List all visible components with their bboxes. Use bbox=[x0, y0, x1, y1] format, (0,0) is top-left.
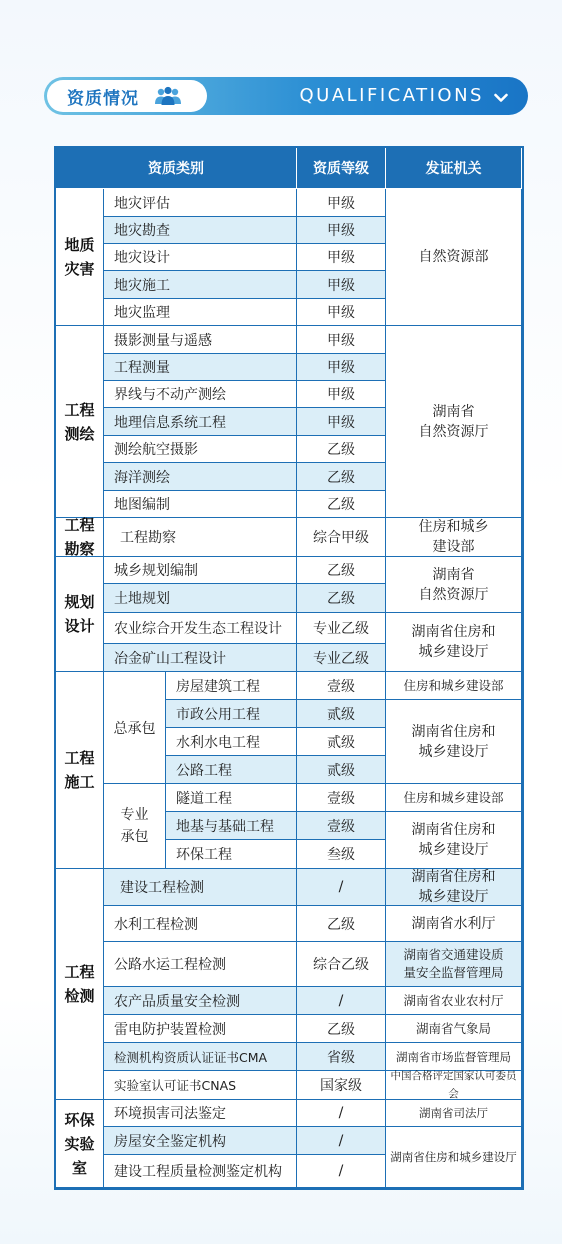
qualification-name: 地灾施工 bbox=[104, 271, 297, 299]
category-g2: 工程 测绘 bbox=[56, 326, 104, 518]
category-g4: 规划 设计 bbox=[56, 557, 104, 672]
qualification-name: 农产品质量安全检测 bbox=[104, 987, 297, 1015]
qualification-level: 专业乙级 bbox=[297, 644, 386, 672]
issuing-authority: 湖南省司法厅 bbox=[386, 1100, 522, 1127]
qualification-level: / bbox=[297, 1127, 386, 1155]
qualification-name: 建设工程检测 bbox=[104, 869, 297, 906]
people-icon bbox=[153, 86, 183, 106]
issuing-authority: 湖南省农业农村厅 bbox=[386, 987, 522, 1015]
subcategory-specialty-contracting: 专业 承包 bbox=[104, 784, 166, 869]
qualification-name: 城乡规划编制 bbox=[104, 557, 297, 584]
qualification-level: 甲级 bbox=[297, 408, 386, 436]
column-header-authority: 发证机关 bbox=[386, 148, 522, 189]
qualification-name: 市政公用工程 bbox=[166, 700, 297, 728]
qualification-name: 隧道工程 bbox=[166, 784, 297, 812]
issuing-authority: 湖南省交通建设质 量安全监督管理局 bbox=[386, 942, 522, 987]
section-header bbox=[44, 77, 528, 115]
category-g5: 工程 施工 bbox=[56, 672, 104, 869]
qualification-name: 公路水运工程检测 bbox=[104, 942, 297, 987]
qualification-level: 贰级 bbox=[297, 728, 386, 756]
column-header-category: 资质类别 bbox=[56, 148, 297, 189]
qualification-name: 雷电防护装置检测 bbox=[104, 1015, 297, 1043]
qualification-name: 冶金矿山工程设计 bbox=[104, 644, 297, 672]
qualification-level: 专业乙级 bbox=[297, 613, 386, 644]
issuing-authority: 住房和城乡建设部 bbox=[386, 784, 522, 812]
issuing-authority: 湖南省住房和 城乡建设厅 bbox=[386, 700, 522, 784]
qualification-level: 乙级 bbox=[297, 906, 386, 942]
qualification-level: 甲级 bbox=[297, 189, 386, 217]
qualification-level: 贰级 bbox=[297, 700, 386, 728]
qualification-name: 农业综合开发生态工程设计 bbox=[104, 613, 297, 644]
issuing-authority: 自然资源部 bbox=[386, 189, 522, 326]
qualification-name: 地灾勘查 bbox=[104, 217, 297, 244]
qualification-level: / bbox=[297, 987, 386, 1015]
qualification-name: 水利水电工程 bbox=[166, 728, 297, 756]
qualification-level: 乙级 bbox=[297, 463, 386, 491]
qualification-level: 壹级 bbox=[297, 784, 386, 812]
qualifications-table bbox=[54, 146, 524, 1190]
chevron-down-icon[interactable] bbox=[494, 89, 508, 108]
qualification-level: 壹级 bbox=[297, 672, 386, 700]
qualification-level: 甲级 bbox=[297, 381, 386, 408]
qualification-name: 房屋安全鉴定机构 bbox=[104, 1127, 297, 1155]
issuing-authority: 湖南省 自然资源厅 bbox=[386, 557, 522, 613]
issuing-authority: 湖南省水利厅 bbox=[386, 906, 522, 942]
qualification-level: 甲级 bbox=[297, 326, 386, 354]
qualification-level: 甲级 bbox=[297, 271, 386, 299]
qualification-level: / bbox=[297, 869, 386, 906]
qualification-name: 工程测量 bbox=[104, 354, 297, 381]
qualification-name: 建设工程质量检测鉴定机构 bbox=[104, 1155, 297, 1188]
qualification-level: 乙级 bbox=[297, 491, 386, 518]
issuing-authority: 中国合格评定国家认可委员会 bbox=[386, 1071, 522, 1100]
qualification-level: 甲级 bbox=[297, 217, 386, 244]
qualification-name: 地灾设计 bbox=[104, 244, 297, 271]
issuing-authority: 湖南省气象局 bbox=[386, 1015, 522, 1043]
qualification-name: 地图编制 bbox=[104, 491, 297, 518]
category-g6: 工程 检测 bbox=[56, 869, 104, 1100]
qualification-level: 综合甲级 bbox=[297, 518, 386, 557]
qualification-level: 贰级 bbox=[297, 756, 386, 784]
qualification-level: 乙级 bbox=[297, 436, 386, 463]
issuing-authority: 湖南省住房和 城乡建设厅 bbox=[386, 613, 522, 672]
qualification-level: 甲级 bbox=[297, 244, 386, 271]
issuing-authority: 湖南省市场监督管理局 bbox=[386, 1043, 522, 1071]
qualification-name: 土地规划 bbox=[104, 584, 297, 613]
column-header-level: 资质等级 bbox=[297, 148, 386, 189]
issuing-authority: 住房和城乡 建设部 bbox=[386, 518, 522, 557]
category-g1: 地质 灾害 bbox=[56, 189, 104, 326]
qualification-level: 综合乙级 bbox=[297, 942, 386, 987]
qualification-name: 环保工程 bbox=[166, 840, 297, 869]
issuing-authority: 湖南省住房和 城乡建设厅 bbox=[386, 869, 522, 906]
qualification-name: 地基与基础工程 bbox=[166, 812, 297, 840]
category-g7: 环保 实验 室 bbox=[56, 1100, 104, 1188]
qualification-name: 界线与不动产测绘 bbox=[104, 381, 297, 408]
section-title: 资质情况 bbox=[67, 88, 139, 109]
qualification-name: 工程勘察 bbox=[104, 518, 297, 557]
qualification-level: 乙级 bbox=[297, 584, 386, 613]
category-g3: 工程 勘察 bbox=[56, 518, 104, 557]
qualification-level: 叁级 bbox=[297, 840, 386, 869]
qualification-name: 房屋建筑工程 bbox=[166, 672, 297, 700]
issuing-authority: 湖南省住房和城乡建设厅 bbox=[386, 1127, 522, 1188]
qualification-level: 甲级 bbox=[297, 299, 386, 326]
qualification-level: 壹级 bbox=[297, 812, 386, 840]
qualification-name: 环境损害司法鉴定 bbox=[104, 1100, 297, 1127]
qualification-name: 地灾监理 bbox=[104, 299, 297, 326]
qualification-name: 地理信息系统工程 bbox=[104, 408, 297, 436]
qualification-name: 公路工程 bbox=[166, 756, 297, 784]
qualification-level: / bbox=[297, 1155, 386, 1188]
qualification-name: 摄影测量与遥感 bbox=[104, 326, 297, 354]
issuing-authority: 住房和城乡建设部 bbox=[386, 672, 522, 700]
qualification-level: 省级 bbox=[297, 1043, 386, 1071]
qualification-name: 水利工程检测 bbox=[104, 906, 297, 942]
qualification-name: 实验室认可证书CNAS bbox=[104, 1071, 297, 1100]
issuing-authority: 湖南省住房和 城乡建设厅 bbox=[386, 812, 522, 869]
qualification-level: 国家级 bbox=[297, 1071, 386, 1100]
qualification-name: 测绘航空摄影 bbox=[104, 436, 297, 463]
qualification-name: 地灾评估 bbox=[104, 189, 297, 217]
section-title-en: QUALIFICATIONS bbox=[299, 85, 484, 106]
qualification-name: 海洋测绘 bbox=[104, 463, 297, 491]
issuing-authority: 湖南省 自然资源厅 bbox=[386, 326, 522, 518]
qualification-level: 乙级 bbox=[297, 1015, 386, 1043]
qualification-level: 乙级 bbox=[297, 557, 386, 584]
qualification-level: / bbox=[297, 1100, 386, 1127]
qualification-level: 甲级 bbox=[297, 354, 386, 381]
qualification-name: 检测机构资质认证证书CMA bbox=[104, 1043, 297, 1071]
subcategory-general-contracting: 总承包 bbox=[104, 672, 166, 784]
section-title-pill bbox=[47, 80, 207, 112]
